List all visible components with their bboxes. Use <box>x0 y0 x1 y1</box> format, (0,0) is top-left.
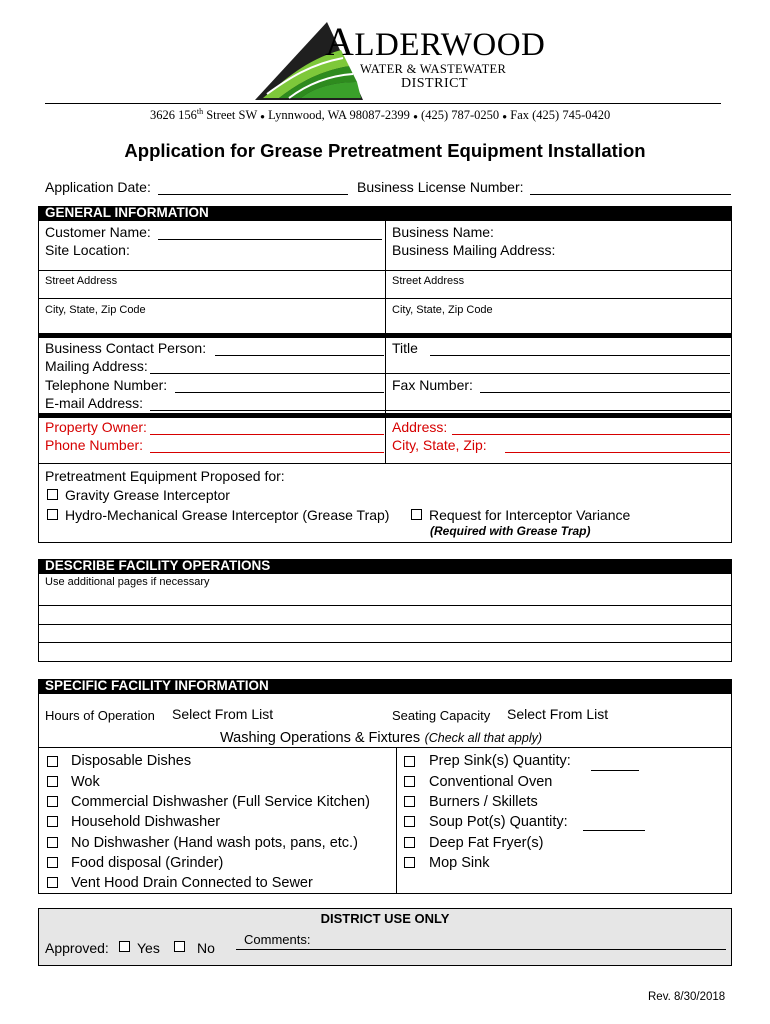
gravity-label: Gravity Grease Interceptor <box>65 487 230 503</box>
telephone-label: Telephone Number: <box>45 377 168 393</box>
right-checkbox[interactable] <box>404 796 415 807</box>
right-checkbox[interactable] <box>404 857 415 868</box>
logo-subtitle-2: DISTRICT <box>401 76 468 91</box>
general-divider <box>385 221 386 333</box>
left-checkbox[interactable] <box>47 816 58 827</box>
fax-field[interactable] <box>480 392 730 393</box>
approved-no-checkbox[interactable] <box>174 941 185 952</box>
variance-note: (Required with Grease Trap) <box>430 524 591 538</box>
hydro-label: Hydro-Mechanical Grease Interceptor (Grease Trap) <box>65 507 390 523</box>
left-checkbox[interactable] <box>47 877 58 888</box>
street-address-field[interactable] <box>38 270 732 271</box>
header-rule <box>45 103 721 104</box>
facility-ops-note: Use additional pages if necessary <box>45 576 210 588</box>
fixture-item: Household Dishwasher <box>71 814 221 830</box>
city-state-zip-label: City, State, Zip Code <box>45 304 146 316</box>
page-title: Application for Grease Pretreatment Equipment Installation <box>124 140 646 161</box>
right-checkbox[interactable] <box>404 816 415 827</box>
business-license-label: Business License Number: <box>357 179 524 195</box>
comments-field[interactable] <box>236 949 726 950</box>
city-state-zip-red-label: City, State, Zip: <box>392 437 487 453</box>
street-name: Street SW <box>203 108 258 123</box>
site-location-label: Site Location: <box>45 242 130 258</box>
washing-divider <box>396 748 397 893</box>
fixture-item: Commercial Dishwasher (Full Service Kitchen) <box>71 794 370 810</box>
logo <box>245 20 545 102</box>
approved-yes-checkbox[interactable] <box>119 941 130 952</box>
fixture-item: Food disposal (Grinder) <box>71 855 224 871</box>
comments-label: Comments: <box>244 932 311 947</box>
soup-pot-quantity-field[interactable] <box>583 830 645 831</box>
email-label: E-mail Address: <box>45 395 144 411</box>
district-use-header: DISTRICT USE ONLY <box>320 911 450 926</box>
hours-label: Hours of Operation <box>45 708 155 723</box>
address-line <box>150 107 610 123</box>
variance-label: Request for Interceptor Variance <box>429 507 631 523</box>
customer-name-field[interactable] <box>158 239 382 240</box>
contact-person-field[interactable] <box>215 355 384 356</box>
general-divider <box>385 338 386 464</box>
phone: (425) 787-0250 <box>421 108 500 123</box>
specific-info-header: SPECIFIC FACILITY INFORMATION <box>38 679 732 694</box>
street-address-label: Street Address <box>45 275 118 287</box>
fixture-item: Disposable Dishes <box>71 753 192 769</box>
left-checkbox[interactable] <box>47 837 58 848</box>
equipment-proposed-label: Pretreatment Equipment Proposed for: <box>45 468 285 484</box>
mailing-address-field[interactable] <box>150 373 730 374</box>
hydro-checkbox[interactable] <box>47 509 58 520</box>
phone-number-field[interactable] <box>150 452 384 453</box>
title-label: Title <box>392 340 418 356</box>
seating-label: Seating Capacity <box>392 708 491 723</box>
telephone-field[interactable] <box>175 392 384 393</box>
phone-number-label: Phone Number: <box>45 437 144 453</box>
gravity-checkbox[interactable] <box>47 489 58 500</box>
approved-no-label: No <box>197 940 215 956</box>
washing-rule <box>38 747 732 748</box>
facility-ops-line[interactable] <box>38 605 732 606</box>
washing-title-text: Washing Operations & Fixtures <box>220 730 421 746</box>
property-owner-field[interactable] <box>150 434 384 435</box>
street-suffix: th <box>196 107 204 116</box>
fixture-item: Burners / Skillets <box>429 794 538 810</box>
customer-name-label: Customer Name: <box>45 224 151 240</box>
fixture-item: Vent Hood Drain Connected to Sewer <box>71 875 313 891</box>
facility-ops-line[interactable] <box>38 642 732 643</box>
business-name-label: Business Name: <box>392 224 494 240</box>
approved-label: Approved: <box>45 940 109 956</box>
contact-person-label: Business Contact Person: <box>45 340 207 356</box>
bullet-icon: ● <box>260 112 266 122</box>
prep-sink-quantity-field[interactable] <box>591 770 639 771</box>
city-state-zip-red-field[interactable] <box>505 452 730 453</box>
fixture-item: Deep Fat Fryer(s) <box>429 835 544 851</box>
left-checkbox[interactable] <box>47 796 58 807</box>
right-checkbox[interactable] <box>404 776 415 787</box>
section-divider <box>38 333 732 338</box>
property-owner-label: Property Owner: <box>45 419 147 435</box>
street-address-label: Street Address <box>392 275 465 287</box>
hours-select[interactable]: Select From List <box>172 706 274 722</box>
fax-label: Fax Number: <box>392 377 473 393</box>
bullet-icon: ● <box>502 112 508 122</box>
address-label: Address: <box>392 419 448 435</box>
washing-title <box>220 729 542 747</box>
email-field[interactable] <box>150 410 730 411</box>
fax: Fax (425) 745-0420 <box>510 108 611 123</box>
fixture-item: Conventional Oven <box>429 774 553 790</box>
application-date-label: Application Date: <box>45 179 151 195</box>
title-field[interactable] <box>430 355 730 356</box>
fixture-item: Prep Sink(s) Quantity: <box>429 753 571 769</box>
city-state-zip-label: City, State, Zip Code <box>392 304 493 316</box>
city: Lynnwood, WA 98087-2399 <box>268 108 410 123</box>
business-license-field[interactable] <box>530 194 731 195</box>
fixture-item: Wok <box>71 774 100 790</box>
seating-select[interactable]: Select From List <box>507 706 609 722</box>
fixture-item: Mop Sink <box>429 855 490 871</box>
general-information-header: GENERAL INFORMATION <box>38 206 732 221</box>
street-number: 3626 156 <box>150 108 197 123</box>
application-date-field[interactable] <box>158 194 348 195</box>
left-checkbox[interactable] <box>47 776 58 787</box>
variance-checkbox[interactable] <box>411 509 422 520</box>
approved-yes-label: Yes <box>137 940 160 956</box>
facility-ops-header: DESCRIBE FACILITY OPERATIONS <box>38 559 732 574</box>
left-checkbox[interactable] <box>47 756 58 767</box>
facility-ops-line[interactable] <box>38 624 732 625</box>
revision-date: Rev. 8/30/2018 <box>648 991 726 1003</box>
washing-note: (Check all that apply) <box>424 731 543 745</box>
city-state-zip-field[interactable] <box>38 298 732 299</box>
logo-subtitle-1: WATER & WASTEWATER <box>360 62 507 76</box>
section-divider <box>38 413 732 418</box>
fixture-item: Soup Pot(s) Quantity: <box>429 814 568 830</box>
bullet-icon: ● <box>413 112 418 122</box>
address-field[interactable] <box>452 434 730 435</box>
fixture-item: No Dishwasher (Hand wash pots, pans, etc.) <box>71 835 358 851</box>
business-mailing-label: Business Mailing Address: <box>392 242 556 258</box>
left-checkbox[interactable] <box>47 857 58 868</box>
right-checkbox[interactable] <box>404 756 415 767</box>
logo-letter: A <box>325 19 355 64</box>
logo-name: LDERWOOD <box>354 27 546 63</box>
right-checkbox[interactable] <box>404 837 415 848</box>
mailing-address-label: Mailing Address: <box>45 358 148 374</box>
